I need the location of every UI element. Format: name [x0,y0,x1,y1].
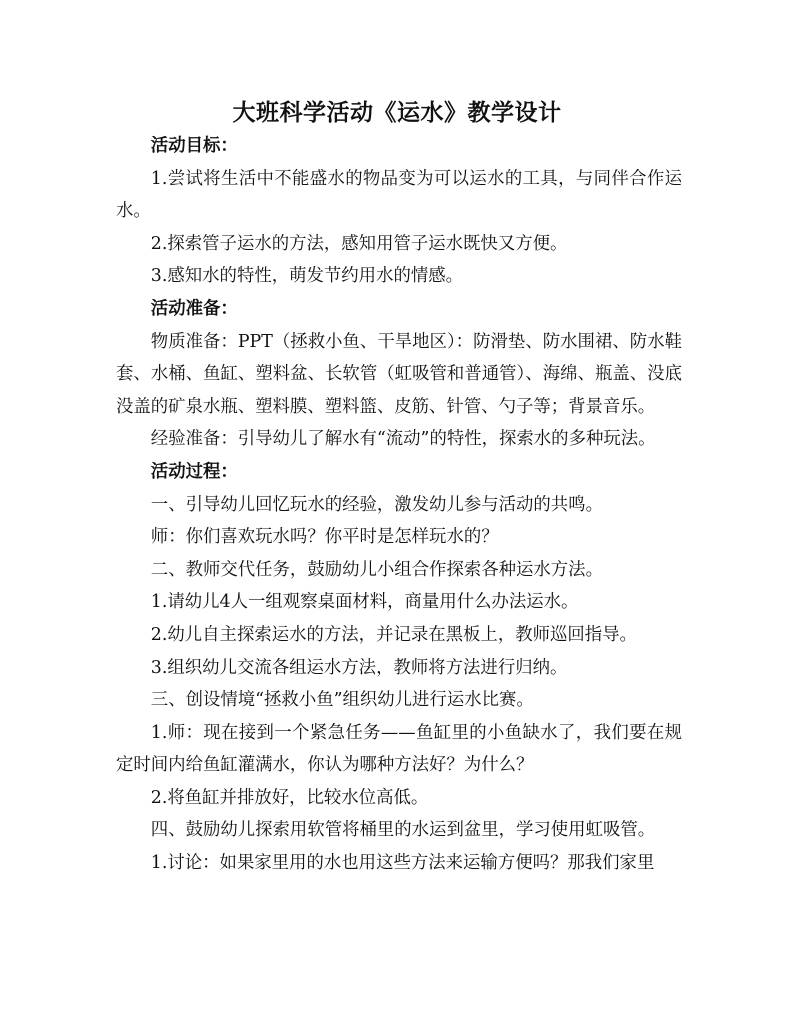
paragraph: 3.组织幼儿交流各组运水方法，教师将方法进行归纳。 [150,657,568,678]
paragraph: 二、教师交代任务，鼓励幼儿小组合作探索各种运水方法。 [150,559,603,580]
section-heading-goals: 活动目标： [150,136,238,156]
paragraph: 1.尝试将生活中不能盛水的物品变为可以运水的工具，与同伴合作运水。 [116,168,682,222]
paragraph: 经验准备：引导幼儿了解水有“流动”的特性，探索水的多种玩法。 [150,429,656,450]
paragraph: 2.将鱼缸并排放好，比较水位高低。 [150,787,429,808]
paragraph: 3.感知水的特性，萌发节约用水的情感。 [150,266,464,287]
paragraph: 四、鼓励幼儿探索用软管将桶里的水运到盆里，学习使用虹吸管。 [150,820,656,841]
paragraph: 2.幼儿自主探索运水的方法，并记录在黑板上，教师巡回指导。 [150,624,637,645]
paragraph: 一、引导幼儿回忆玩水的经验，激发幼儿参与活动的共鸣。 [150,494,603,515]
paragraph: 三、创设情境“拯救小鱼”组织幼儿进行运水比赛。 [150,690,534,711]
document-title: 大班科学活动《运水》教学设计 [232,99,562,126]
paragraph: 师：你们喜欢玩水吗？你平时是怎样玩水的？ [150,527,499,548]
paragraph: 1.师：现在接到一个紧急任务——鱼缸里的小鱼缺水了，我们要在规定时间内给鱼缸灌满水，你认为哪种方法好？为什么？ [116,722,682,776]
paragraph: 1.讨论：如果家里用的水也用这些方法来运输方便吗？那我们家里 [150,853,655,874]
paragraph: 1.请幼儿4人一组观察桌面材料，商量用什么办法运水。 [150,592,579,613]
paragraph: 2.探索管子运水的方法，感知用管子运水既快又方便。 [150,233,568,254]
document-body [116,130,682,880]
section-heading-preparation: 活动准备： [150,298,238,319]
paragraph: 物质准备：PPT（拯救小鱼、干旱地区）：防滑垫、防水围裙、防水鞋套、水桶、鱼缸、塑料盆、长软管（虹吸管和普通管）、海绵、瓶盖、没底没盖的矿泉水瓶、塑料膜、塑料篮、皮筋、针管、勺子等；背景音乐。 [116,331,682,417]
section-heading-process: 活动过程： [150,461,238,482]
